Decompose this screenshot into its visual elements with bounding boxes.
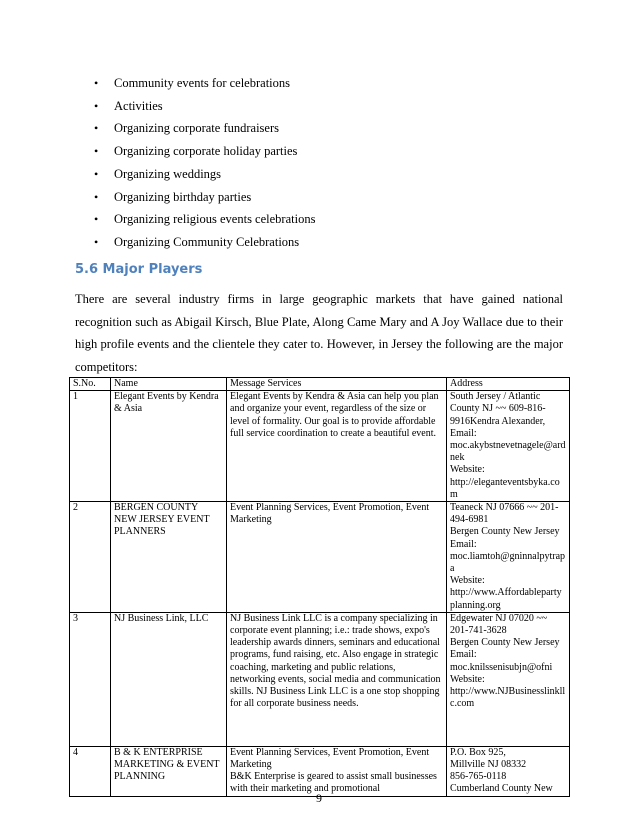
bullet-icon: •: [94, 189, 99, 204]
list-item: • Organizing corporate fundraisers: [94, 117, 315, 140]
website-value: Website: http://www.NJBusinesslinkllc.com: [450, 673, 566, 710]
address-line: Email:: [450, 649, 477, 661]
address-line: Bergen County New Jersey: [450, 637, 560, 649]
header-name: Name: [111, 378, 227, 391]
website-value: Website: http://eleganteventsbyka.com: [450, 464, 560, 500]
cell-services: Event Planning Services, Event Promotion, Event Marketing: [227, 502, 447, 613]
address-line: P.O. Box 925,: [450, 746, 506, 758]
section-paragraph: There are several industry firms in large geographic markets that have gained national recognition such as Abigail Kirsch, Blue Plate, Along Came Mary and A Joy Wallace due to their high profile events and the clientele they cater to. However, in Jersey the following are the major competitors:: [75, 292, 563, 374]
address-line: Bergen County New Jersey: [450, 526, 560, 538]
bullet-icon: •: [94, 121, 99, 136]
bullet-icon: •: [94, 234, 99, 249]
table-header-row: [70, 378, 570, 391]
table-row: [70, 746, 570, 796]
website-value: Website: http://www.Affordablepartyplanning.org: [450, 575, 562, 611]
list-item: • Organizing Community Celebrations: [94, 231, 315, 254]
cell-address: [447, 391, 570, 502]
cell-services: NJ Business Link LLC is a company specializing in corporate event planning; i.e.: trade shows, expo's leadership awards dinners, seminars and educational programs, fund raising, etc. Also engage in strategic coaching, marketing and public relations, networking events, social media and communication skills. NJ Business Link LLC is a one stop shopping for all corporate business needs.: [227, 612, 447, 746]
address-line: Teaneck NJ 07666 ~~ 201-494-6981: [450, 502, 559, 526]
cell-address: [447, 746, 570, 796]
bullet-icon: •: [94, 212, 99, 227]
table-row: [70, 502, 570, 613]
list-item: • Organizing birthday parties: [94, 186, 315, 209]
address-line: Email:: [450, 538, 477, 550]
email-value: moc.akybstnevetnagele@ardnek: [450, 440, 566, 464]
header-address: Address: [447, 378, 570, 391]
cell-name: BERGEN COUNTY NEW JERSEY EVENT PLANNERS: [111, 502, 227, 613]
table-row: [70, 612, 570, 746]
cell-sno: 2: [70, 502, 111, 613]
list-item: • Activities: [94, 95, 315, 118]
list-item: • Organizing corporate holiday parties: [94, 140, 315, 163]
bullet-icon: •: [94, 166, 99, 181]
competitors-table: [69, 377, 570, 797]
address-line: Cumberland County New: [450, 783, 553, 795]
bullet-icon: •: [94, 76, 99, 90]
address-line: Email:: [450, 427, 477, 439]
table-row: [70, 391, 570, 502]
cell-address: [447, 502, 570, 613]
header-sno: S.No.: [70, 378, 111, 391]
bullet-icon: •: [94, 144, 99, 159]
list-item: • Community events for celebrations: [94, 72, 315, 95]
bullet-icon: •: [94, 98, 99, 113]
bullet-list: [94, 72, 315, 254]
address-line: Millville NJ 08332: [450, 759, 527, 771]
section-heading: 5.6 Major Players: [75, 262, 203, 277]
email-value: moc.liamtoh@gninnalpytrapa: [450, 550, 566, 575]
list-item: • Organizing religious events celebrations: [94, 208, 315, 231]
address-line: 856-765-0118: [450, 771, 507, 783]
cell-address: [447, 612, 570, 746]
cell-name: B & K ENTERPRISE MARKETING & EVENT PLANNING: [111, 746, 227, 796]
header-services: Message Services: [227, 378, 447, 391]
cell-services: Elegant Events by Kendra & Asia can help you plan and organize your event, regardless of the size or level of formality. Our goal is to provide affordable full service coordination to create a beautiful event.: [227, 391, 447, 502]
cell-sno: 3: [70, 612, 111, 746]
address-line: Edgewater NJ 07020 ~~ 201-741-3628: [450, 612, 548, 637]
cell-sno: 1: [70, 391, 111, 502]
page-number: 9: [316, 791, 322, 805]
cell-name: NJ Business Link, LLC: [111, 612, 227, 746]
cell-services: Event Planning Services, Event Promotion, Event Marketing B&K Enterprise is geared to assist small businesses with their marketing and promotional: [227, 746, 447, 796]
cell-name: Elegant Events by Kendra & Asia: [111, 391, 227, 502]
cell-sno: 4: [70, 746, 111, 796]
email-value: moc.knilssenisubjn@ofni: [450, 661, 553, 673]
address-line: South Jersey / Atlantic County NJ ~~ 609-816-9916Kendra Alexander,: [450, 391, 546, 427]
list-item: • Organizing weddings: [94, 163, 315, 186]
